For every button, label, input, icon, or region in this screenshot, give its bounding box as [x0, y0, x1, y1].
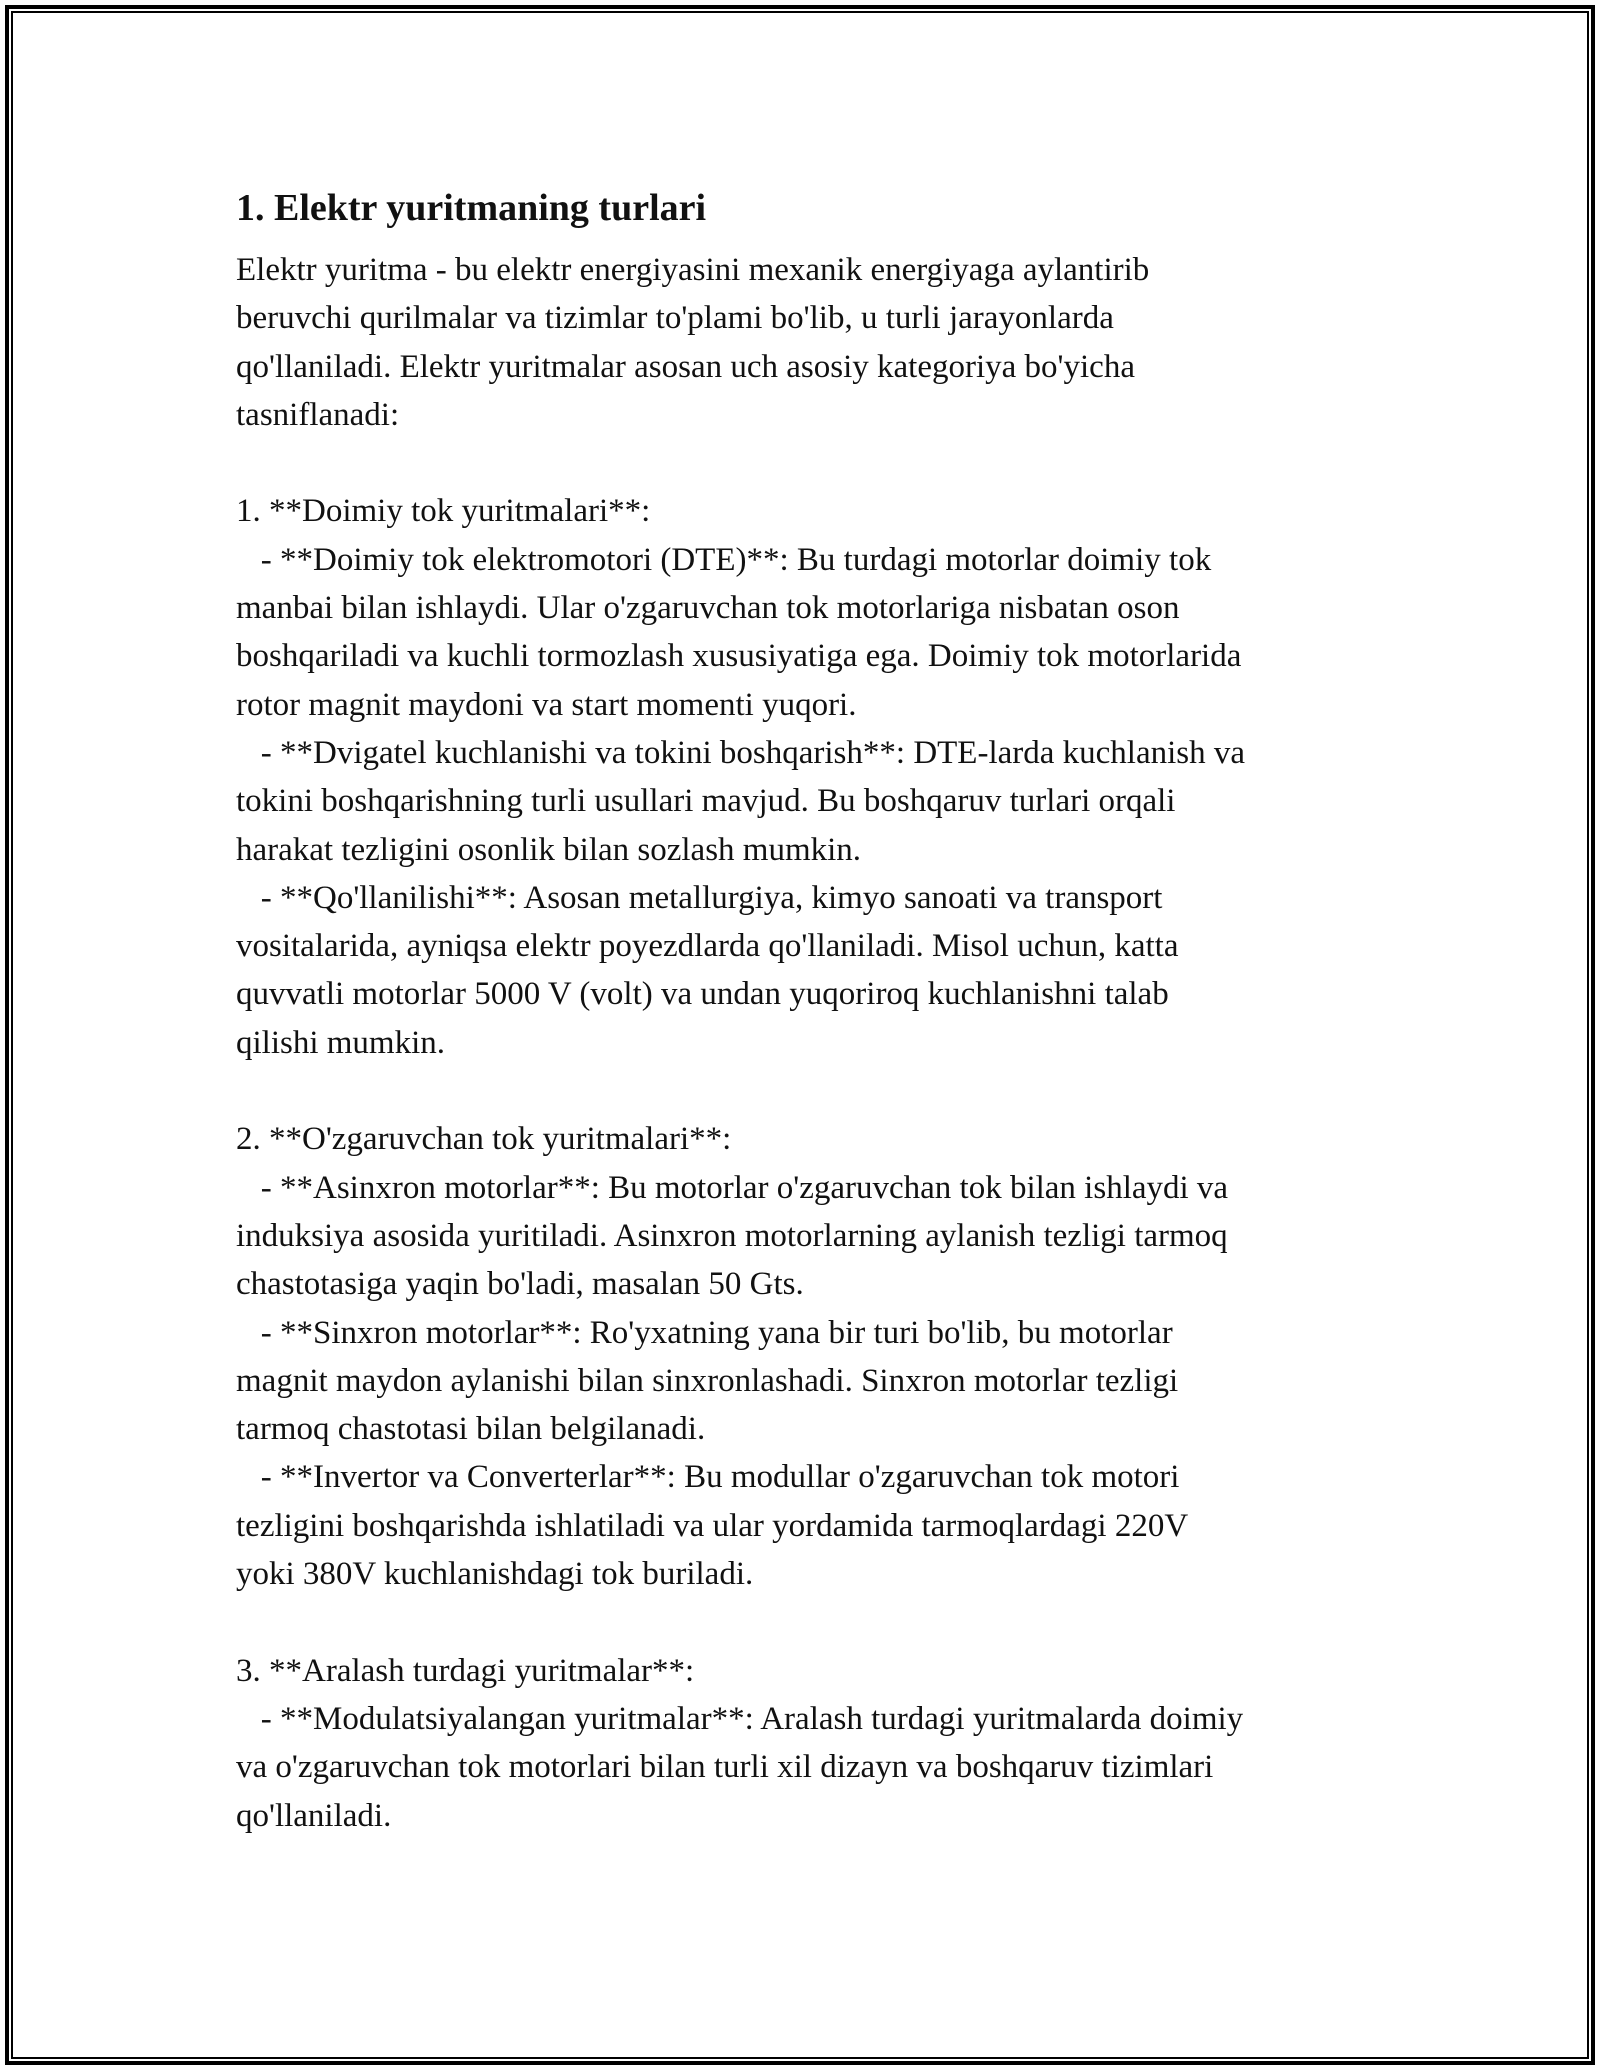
document-body: Elektr yuritma - bu elektr energiyasini mexanik energiyaga aylantirib beruvchi qurilmalar va tizimlar to'plami bo'lib, u turli jarayonlarda qo'llaniladi. Elektr yuritmalar asosan uch asosiy kategoriya bo'yicha tasniflanadi: 1. **Doimiy tok yuritmalari**: - **Doimiy tok elektromotori (DTE)**: Bu turdagi motorlar doimiy tok manbai bilan ishlaydi. Ular o'zgaruvchan tok motorlariga nisbatan oson boshqariladi va kuchli tormozlash xususiyatiga ega. Doimiy tok motorlarida rotor magnit maydoni va start momenti yuqori. - **Dvigatel kuchlanishi va tokini boshqarish**: DTE-larda kuchlanish va tokini boshqarishning turli usullari mavjud. Bu boshqaruv turlari orqali harakat tezligini osonlik bilan sozlash mumkin. - **Qo'llanilishi**: Asosan metallurgiya, kimyo sanoati va transport vositalarida, ayniqsa elektr poyezdlarda qo'llaniladi. Misol uchun, katta quvvatli motorlar 5000 V (volt) va undan yuqoriroq kuchlanishni talab qilishi mumkin. 2. **O'zgaruvchan tok yuritmalari**: - **Asinxron motorlar**: Bu motorlar o'zgaruvchan tok bilan ishlaydi va induksiya asosida yuritiladi. Asinxron motorlarning aylanish tezligi tarmoq chastotasiga yaqin bo'ladi, masalan 50 Gts. - **Sinxron motorlar**: Ro'yxatning yana bir turi bo'lib, bu motorlar magnit maydon aylanishi bilan sinxronlashadi. Sinxron motorlar tezligi tarmoq chastotasi bilan belgilanadi. - **Invertor va Converterlar**: Bu modullar o'zgaruvchan tok motori tezligini boshqarishda ishlatiladi va ular yordamida tarmoqlardagi 220V yoki 380V kuchlanishdagi tok buriladi. 3. **Aralash turdagi yuritmalar**: - **Modulatsiyalangan yuritmalar**: Aralash turdagi yuritmalarda doimiy va o'zgaruvchan tok motorlari bilan turli xil dizayn va boshqaruv tizimlari qo'llaniladi. [236, 252, 1246, 1834]
document-content [236, 184, 1396, 1840]
document-title: 1. Elektr yuritmaning turlari [236, 187, 707, 229]
